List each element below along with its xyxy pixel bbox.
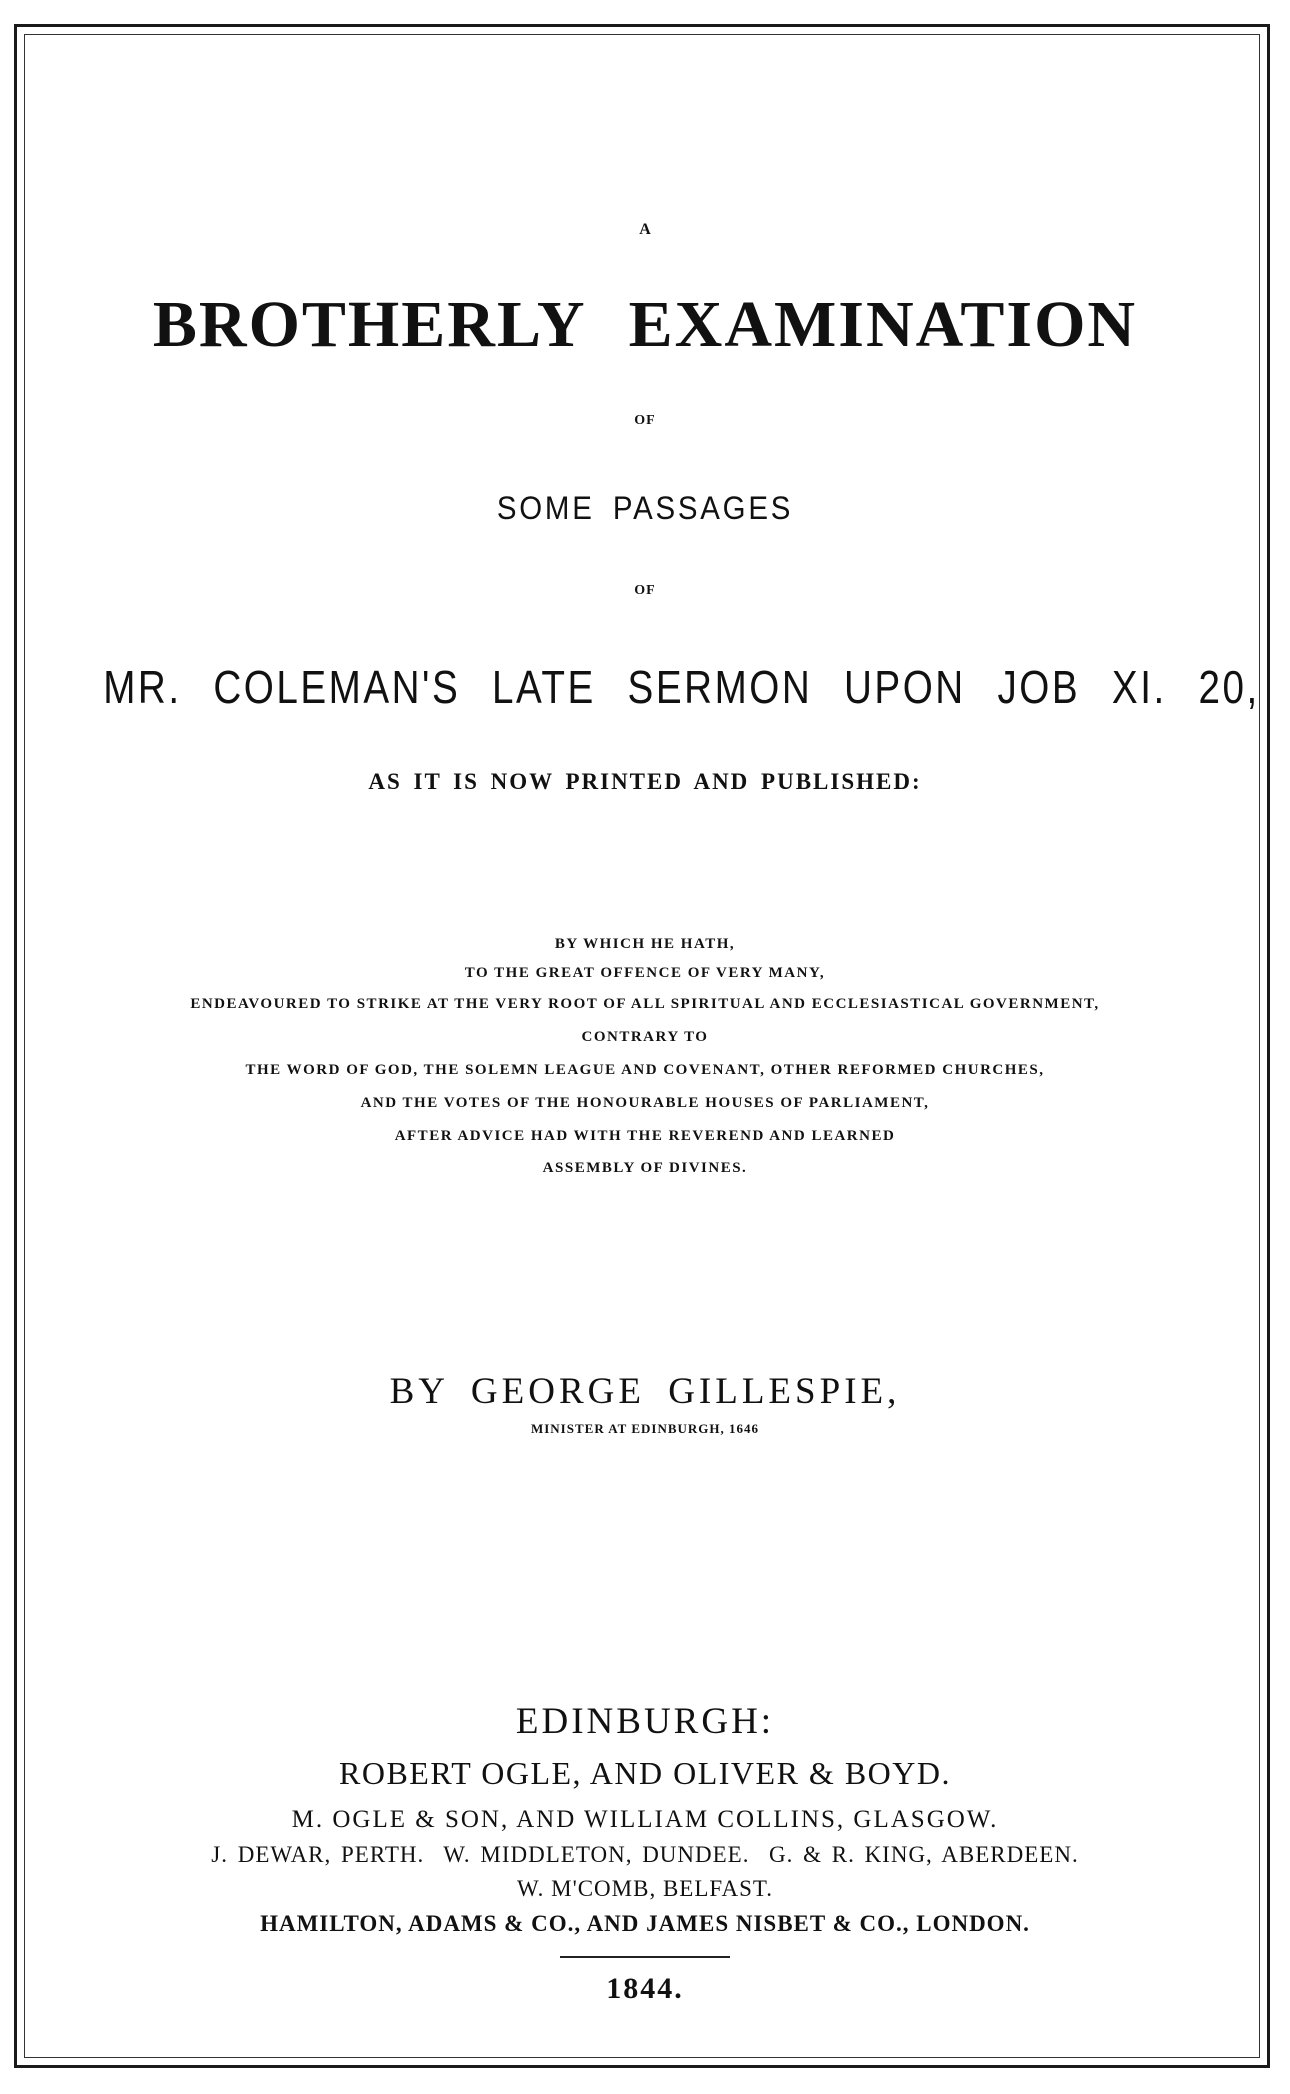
description-line: ENDEAVOURED TO STRIKE AT THE VERY ROOT OF ALL SPIRITUAL AND ECCLESIASTICAL GOVERNMENT,	[190, 996, 1100, 1012]
description-line: AND THE VOTES OF THE HONOURABLE HOUSES OF PARLIAMENT,	[360, 1095, 930, 1111]
publisher-line: HAMILTON, ADAMS & CO., AND JAMES NISBET & CO., LONDON.	[260, 1911, 1030, 1936]
description-line: BY WHICH HE HATH,	[554, 936, 736, 952]
sermon-line: MR. COLEMAN'S LATE SERMON UPON JOB XI. 20,	[103, 661, 1260, 713]
description-line: ASSEMBLY OF DIVINES.	[542, 1160, 748, 1176]
title-article: A	[639, 221, 651, 238]
of-line-1: OF	[634, 413, 656, 428]
of-line-2: OF	[634, 583, 656, 598]
subtitle: SOME PASSAGES	[496, 490, 794, 526]
description-line: TO THE GREAT OFFENCE OF VERY MANY,	[464, 965, 826, 981]
imprint-rule	[560, 1956, 730, 1958]
book-title: BROTHERLY EXAMINATION	[152, 288, 1138, 361]
publisher-line: W. M'COMB, BELFAST.	[517, 1876, 773, 1901]
author-title: MINISTER AT EDINBURGH, 1646	[530, 1421, 760, 1436]
published-line: AS IT IS NOW PRINTED AND PUBLISHED:	[368, 769, 922, 794]
publisher-line: J. DEWAR, PERTH. W. MIDDLETON, DUNDEE. G. & R. KING, ABERDEEN.	[211, 1842, 1079, 1867]
publication-year: 1844.	[606, 1972, 684, 2005]
description-line: CONTRARY TO	[581, 1029, 709, 1045]
imprint-city: EDINBURGH:	[515, 1701, 775, 1742]
publisher-line: ROBERT OGLE, AND OLIVER & BOYD.	[339, 1755, 951, 1791]
author-line: BY GEORGE GILLESPIE,	[389, 1371, 901, 1412]
description-line: AFTER ADVICE HAD WITH THE REVEREND AND LEARNED	[394, 1128, 896, 1144]
publisher-line: M. OGLE & SON, AND WILLIAM COLLINS, GLASGOW.	[291, 1806, 999, 1833]
description-line: THE WORD OF GOD, THE SOLEMN LEAGUE AND COVENANT, OTHER REFORMED CHURCHES,	[245, 1062, 1045, 1078]
